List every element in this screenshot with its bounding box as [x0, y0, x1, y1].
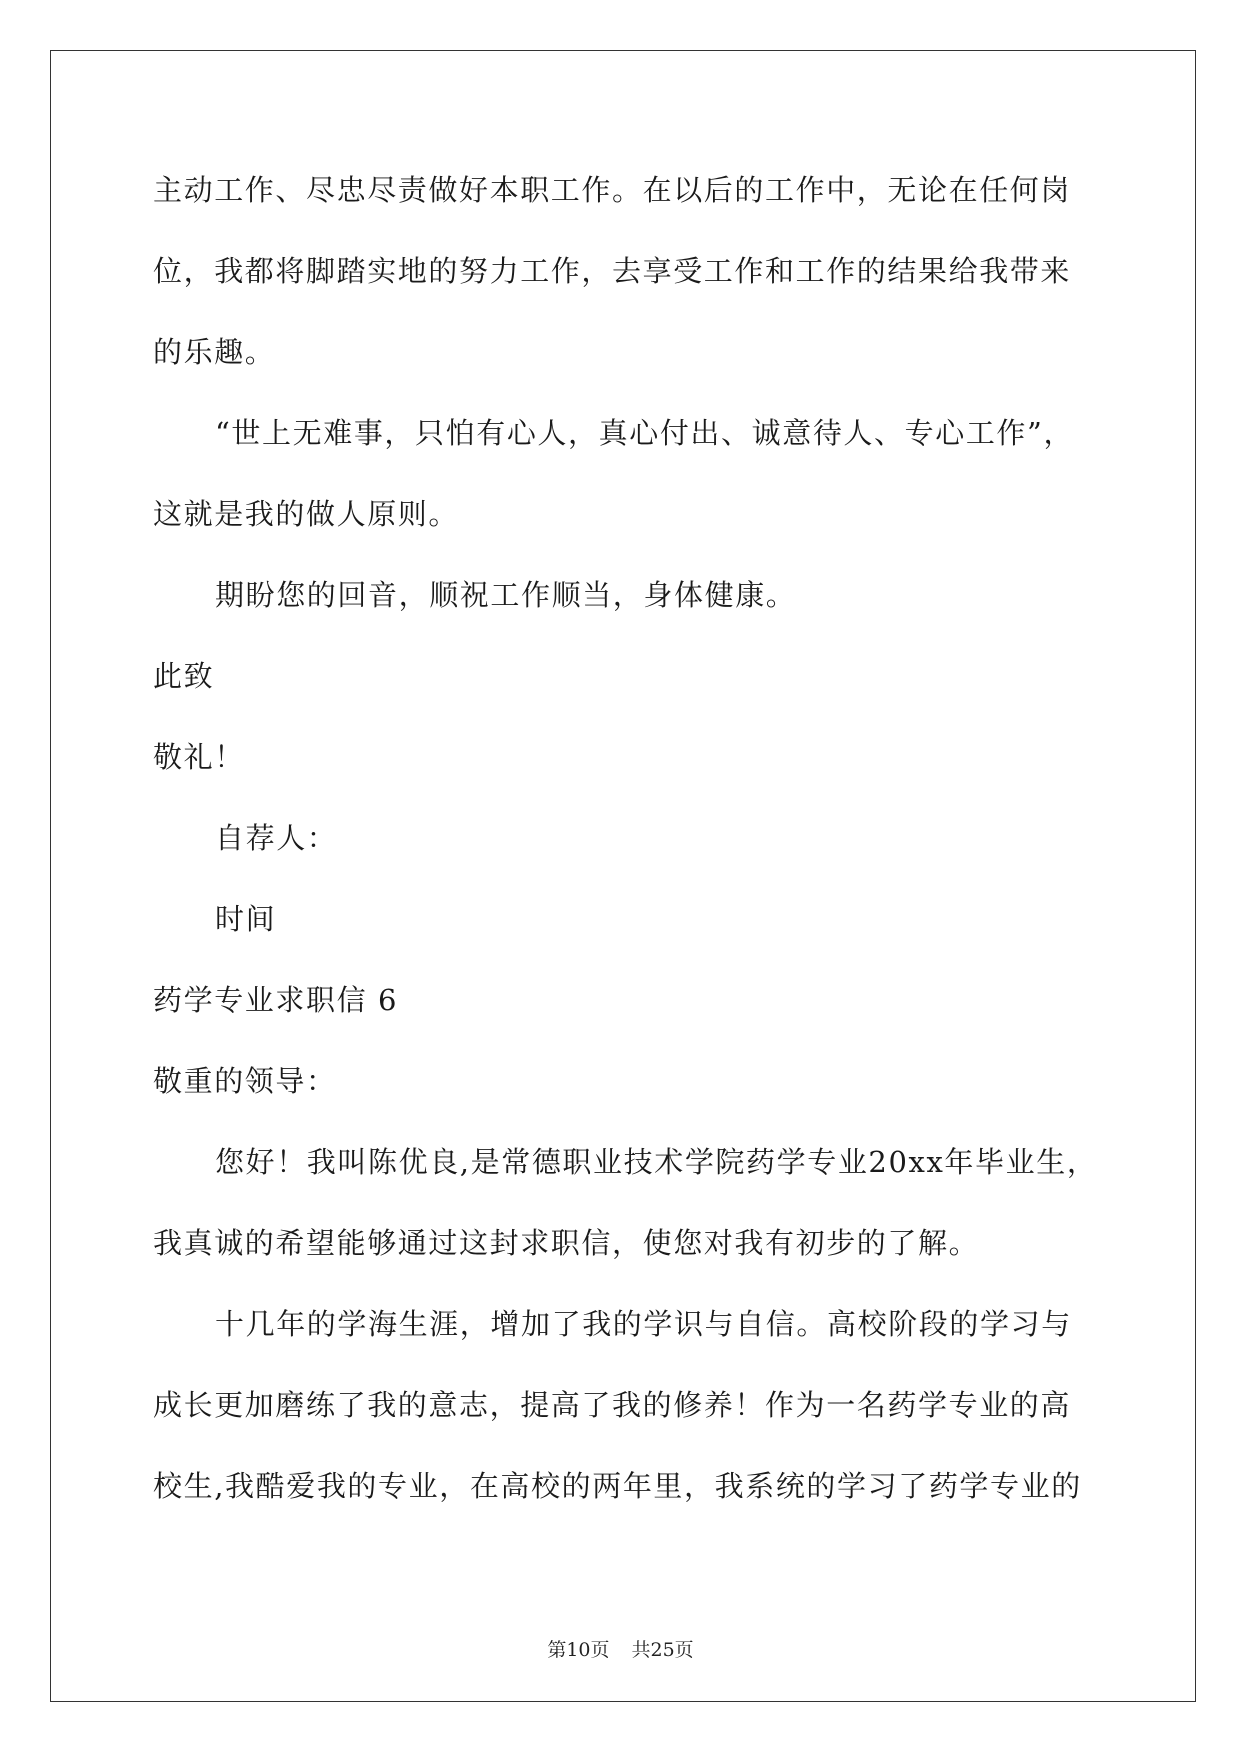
total-page-count: 共25页 [631, 1639, 694, 1661]
date-label: 时间 [215, 902, 277, 936]
current-page-number: 第10页 [547, 1639, 610, 1661]
closing-salute: 敬礼！ [153, 740, 245, 774]
paragraph-line: 主动工作、尽忠尽责做好本职工作。在以后的工作中，无论在任何岗 [153, 173, 1072, 207]
section-title: 药学专业求职信 6 [153, 983, 399, 1017]
signature-label: 自荐人： [215, 821, 338, 855]
paragraph-line: 您好！我叫陈优良,是常德职业技术学院药学专业20xx年毕业生， [215, 1145, 1098, 1179]
paragraph-line: 校生,我酷爱我的专业，在高校的两年里，我系统的学习了药学专业的 [153, 1469, 1082, 1503]
paragraph-line: 成长更加磨练了我的意志，提高了我的修养！作为一名药学专业的高 [153, 1388, 1072, 1422]
closing-line: 此致 [153, 659, 215, 693]
document-body [153, 165, 1098, 1542]
paragraph-line: 这就是我的做人原则。 [153, 497, 460, 531]
page-footer [0, 1635, 1241, 1662]
paragraph-line: 我真诚的希望能够通过这封求职信，使您对我有初步的了解。 [153, 1226, 980, 1260]
paragraph-line: “世上无难事，只怕有心人，真心付出、诚意待人、专心工作”， [215, 416, 1075, 450]
paragraph-line: 的乐趣。 [153, 335, 276, 369]
salutation: 敬重的领导： [153, 1064, 337, 1098]
paragraph-line: 位，我都将脚踏实地的努力工作，去享受工作和工作的结果给我带来 [153, 254, 1072, 288]
paragraph-line: 期盼您的回音，顺祝工作顺当，身体健康。 [215, 578, 797, 612]
paragraph-line: 十几年的学海生涯，增加了我的学识与自信。高校阶段的学习与 [215, 1307, 1072, 1341]
